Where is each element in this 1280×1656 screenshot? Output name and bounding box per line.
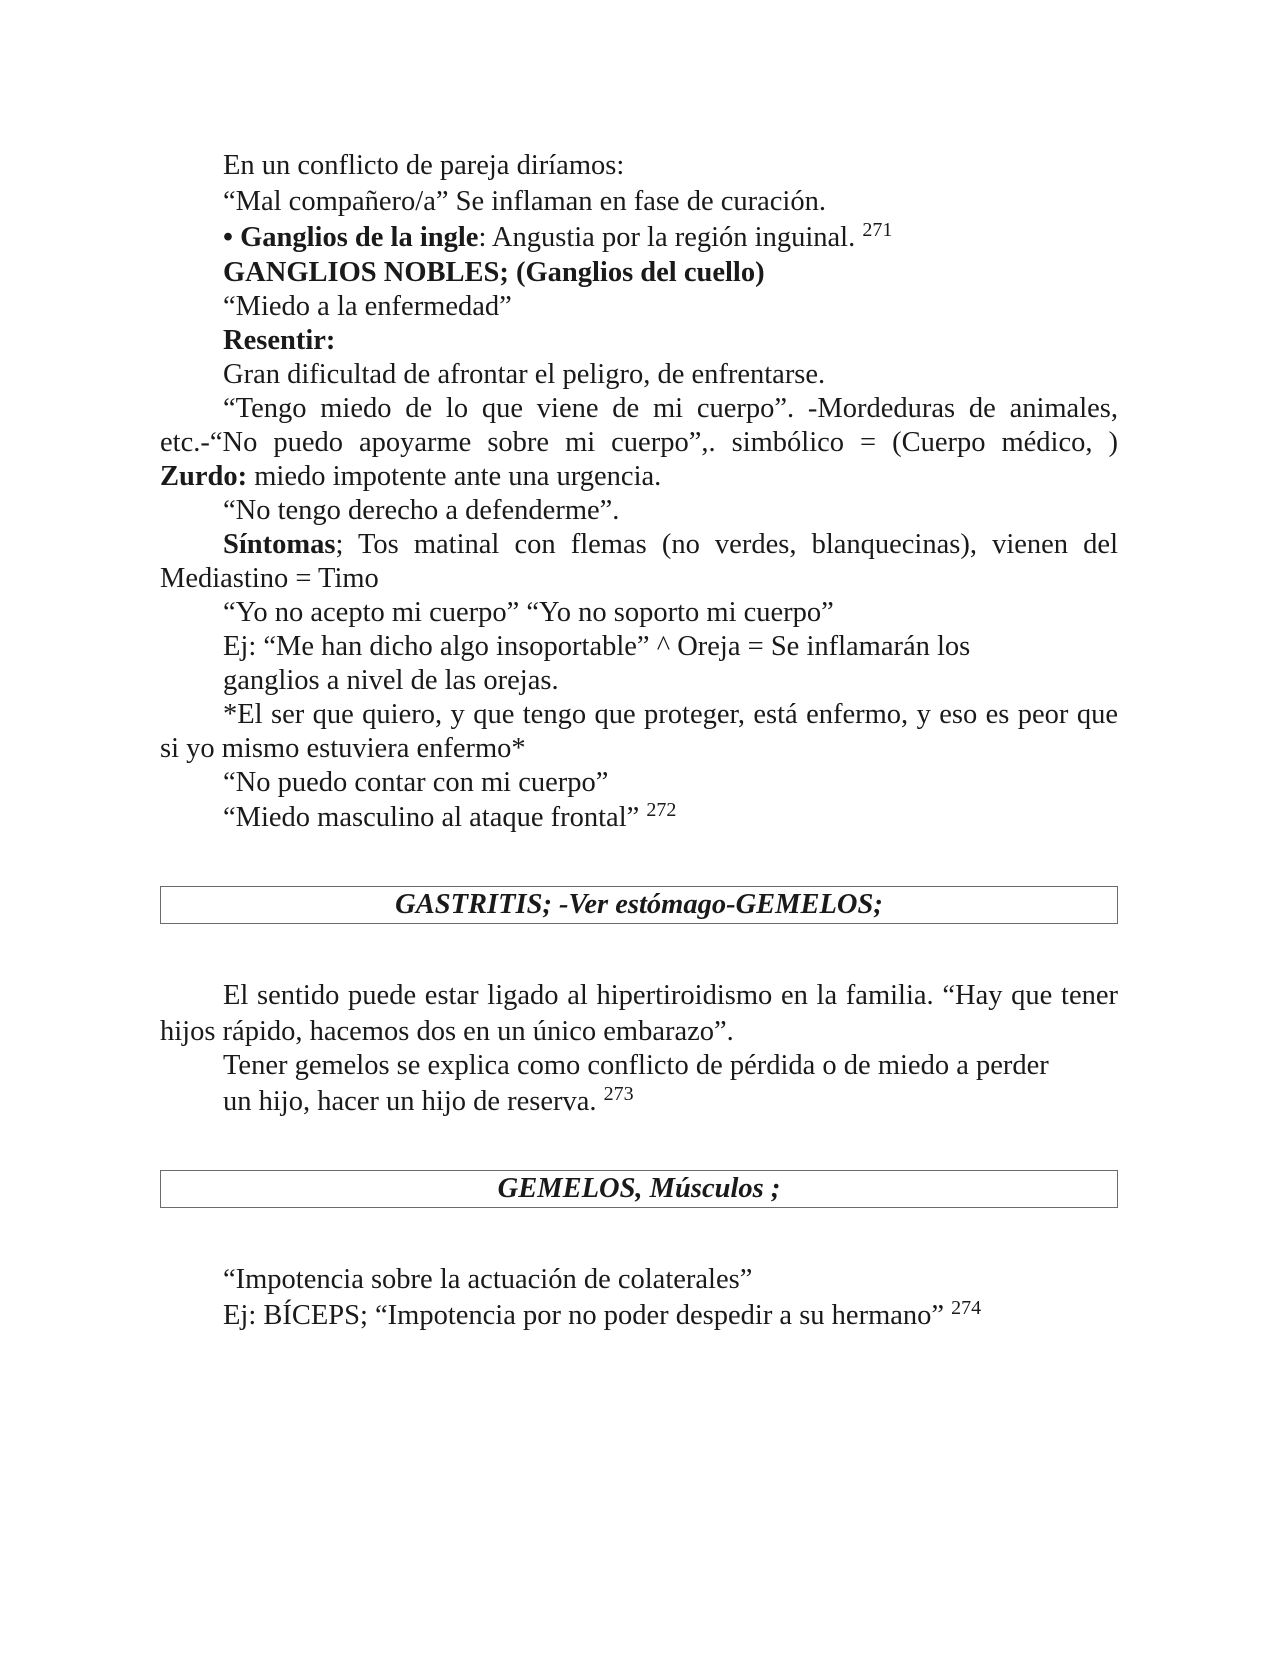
- paragraph: [160, 978, 1118, 1050]
- document-page: [160, 148, 1118, 1334]
- text-line: “No tengo derecho a defenderme”.: [223, 495, 620, 526]
- paragraph: [160, 1084, 1118, 1120]
- subheading: [160, 324, 1118, 358]
- text-line: un hijo, hacer un hijo de reserva.: [223, 1086, 597, 1117]
- text-line: “Yo no acepto mi cuerpo” “Yo no soporto mi cuerpo”: [223, 597, 834, 628]
- footnote-ref: 274: [951, 1297, 982, 1319]
- text-line: “Miedo a la enfermedad”: [223, 291, 512, 322]
- text-line: En un conflicto de pareja diríamos:: [223, 150, 625, 181]
- text-line: *El ser que quiero, y que tengo que proteger, está enfermo, y eso es peor que si yo mismo estuviera enfermo*: [160, 699, 1118, 764]
- text-line: “Miedo masculino al ataque frontal”: [223, 802, 640, 833]
- text-line: Tener gemelos se explica como conflicto de pérdida o de miedo a perder: [223, 1050, 1049, 1081]
- text-line: ganglios a nivel de las orejas.: [223, 665, 559, 696]
- text-line: Ej: BÍCEPS; “Impotencia por no poder despedir a su hermano”: [223, 1300, 945, 1331]
- paragraph: [160, 630, 1118, 664]
- paragraph: [160, 596, 1118, 630]
- subheading: [160, 256, 1118, 290]
- paragraph: [160, 392, 1118, 494]
- bullet-icon: •: [223, 222, 233, 253]
- text-line: “Mal compañero/a” Se inflaman en fase de curación.: [223, 186, 826, 217]
- bold-term: Síntomas: [223, 529, 336, 560]
- bold-heading: GANGLIOS NOBLES; (Ganglios del cuello): [223, 257, 765, 288]
- footnote-ref: 273: [603, 1083, 634, 1105]
- section-heading-box: [160, 1170, 1118, 1208]
- text-line: “No puedo contar con mi cuerpo”: [223, 767, 609, 798]
- bold-term: Ganglios de la ingle: [240, 222, 479, 253]
- footnote-ref: 272: [646, 799, 677, 821]
- paragraph: [160, 1262, 1118, 1298]
- text-line: Ej: “Me han dicho algo insoportable” ^ Oreja = Se inflamarán los: [223, 631, 971, 662]
- bold-heading: Resentir:: [223, 325, 336, 356]
- paragraph: [160, 148, 1118, 184]
- text-line: miedo impotente ante una urgencia.: [254, 461, 662, 492]
- bullet-item: [160, 220, 1118, 256]
- paragraph: [160, 528, 1118, 596]
- paragraph: [160, 184, 1118, 220]
- text-line: : Angustia por la región inguinal.: [478, 222, 856, 253]
- text-line: Gran dificultad de afrontar el peligro, de enfrentarse.: [223, 359, 826, 390]
- text-line: El sentido puede estar ligado al hipertiroidismo en la familia. “Hay que tener hijos rápido, hacemos dos en un único embarazo”.: [160, 980, 1118, 1047]
- section-heading: GEMELOS, Músculos ;: [497, 1173, 781, 1204]
- paragraph: [160, 1298, 1118, 1334]
- section-heading: GASTRITIS; -Ver estómago-GEMELOS;: [395, 889, 883, 920]
- text-line: ; Tos matinal con flemas (no verdes, blanquecinas), vienen del Mediastino = Timo: [160, 529, 1118, 594]
- section-heading-box: [160, 886, 1118, 924]
- paragraph: [160, 698, 1118, 766]
- paragraph: [160, 766, 1118, 800]
- text-line: “Tengo miedo de lo que viene de mi cuerpo”. -Mordeduras de animales, etc.-“No puedo apoyarme sobre mi cuerpo”,. simbólico = (Cuerpo médico, ): [160, 393, 1118, 458]
- text-line: “Impotencia sobre la actuación de colaterales”: [223, 1264, 753, 1295]
- paragraph: [160, 494, 1118, 528]
- paragraph: [160, 290, 1118, 324]
- bold-term: Zurdo:: [160, 461, 248, 492]
- paragraph: [160, 800, 1118, 836]
- paragraph: [160, 358, 1118, 392]
- footnote-ref: 271: [862, 219, 893, 241]
- paragraph: [160, 664, 1118, 698]
- paragraph: [160, 1048, 1118, 1084]
